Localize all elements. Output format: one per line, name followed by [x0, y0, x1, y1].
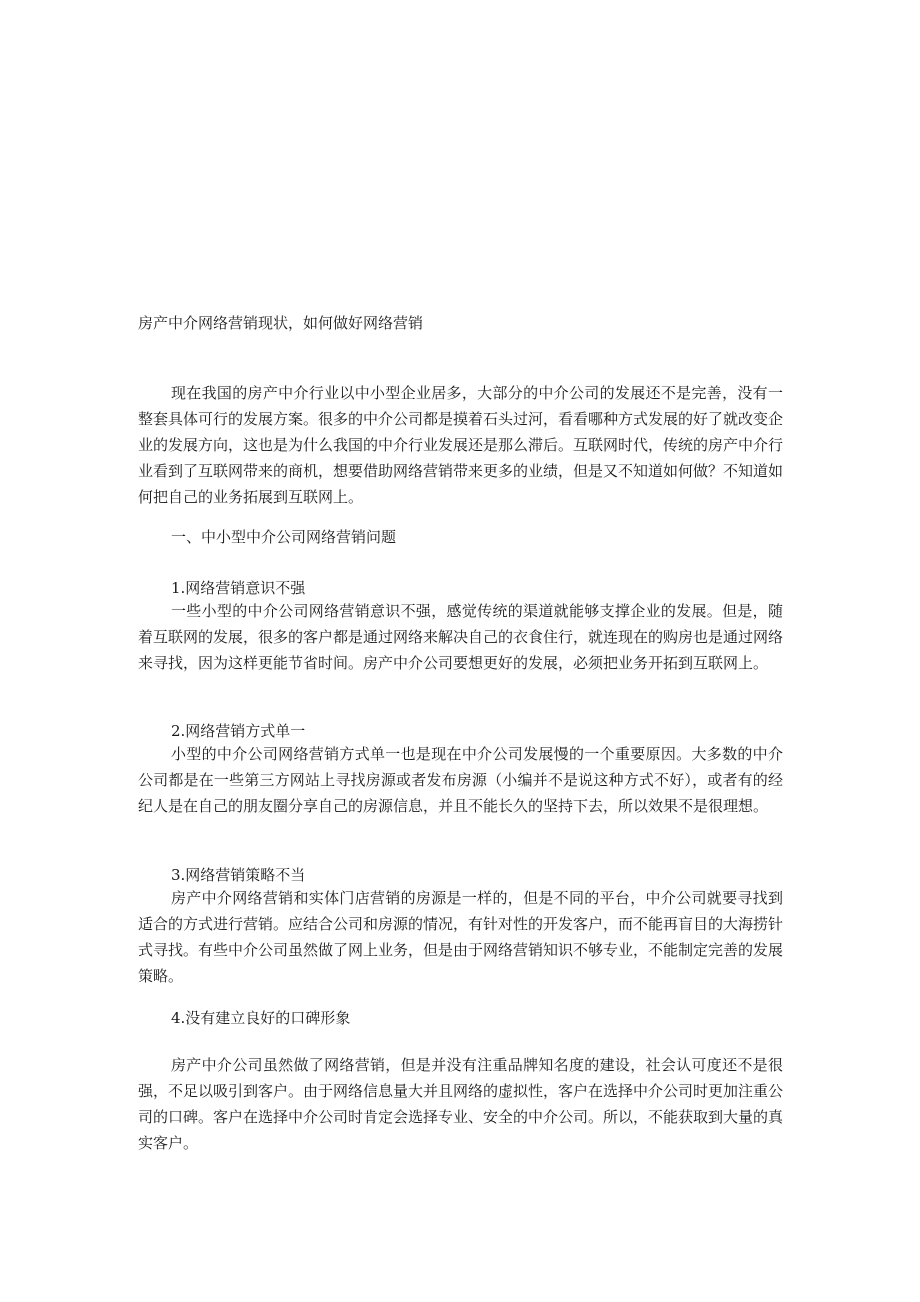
item-2-heading: 2.网络营销方式单一: [171, 722, 306, 740]
item-1-body: 一些小型的中介公司网络营销意识不强，感觉传统的渠道就能够支撑企业的发展。但是，随着互联网的发展，很多的客户都是通过网络来解决自己的衣食住行，就连现在的购房也是通过网络来寻找，因为这样更能节省时间。房产中介公司要想更好的发展，必须把业务开拓到互联网上。: [138, 602, 784, 672]
item-3-body: 房产中介网络营销和实体门店营销的房源是一样的，但是不同的平台，中介公司就要寻找到适合的方式进行营销。应结合公司和房源的情况，有针对性的开发客户，而不能再盲目的大海捞针式寻找。有些中介公司虽然做了网上业务，但是由于网络营销知识不够专业，不能制定完善的发展策略。: [138, 889, 784, 985]
item-2-body: 小型的中介公司网络营销方式单一也是现在中介公司发展慢的一个重要原因。大多数的中介公司都是在一些第三方网站上寻找房源或者发布房源（小编并不是说这种方式不好），或者有的经纪人是在自己的朋友圈分享自己的房源信息，并且不能长久的坚持下去，所以效果不是很理想。: [138, 745, 783, 815]
item-3-heading: 3.网络营销策略不当: [171, 866, 306, 884]
item-1-heading: 1.网络营销意识不强: [171, 579, 306, 597]
item-4-heading: 4.没有建立良好的口碑形象: [171, 1009, 351, 1027]
item-4-body: 房产中介公司虽然做了网络营销，但是并没有注重品牌知名度的建设，社会认可度还不是很强，不足以吸引到客户。由于网络信息量大并且网络的虚拟性，客户在选择中介公司时更加注重公司的口碑。客户在选择中介公司时肯定会选择专业、安全的中介公司。所以，不能获取到大量的真实客户。: [138, 1056, 784, 1152]
intro-paragraph: 现在我国的房产中介行业以中小型企业居多，大部分的中介公司的发展还不是完善，没有一整套具体可行的发展方案。很多的中介公司都是摸着石头过河，看看哪种方式发展的好了就改变企业的发展方向，这也是为什么我国的中介行业发展还是那么滞后。互联网时代，传统的房产中介行业看到了互联网带来的商机，想要借助网络营销带来更多的业绩，但是又不知道如何做？不知道如何把自己的业务拓展到互联网上。: [138, 384, 784, 506]
section-heading: 一、中小型中介公司网络营销问题: [171, 528, 397, 546]
document-title: 房产中介网络营销现状，如何做好网络营销: [138, 314, 424, 332]
